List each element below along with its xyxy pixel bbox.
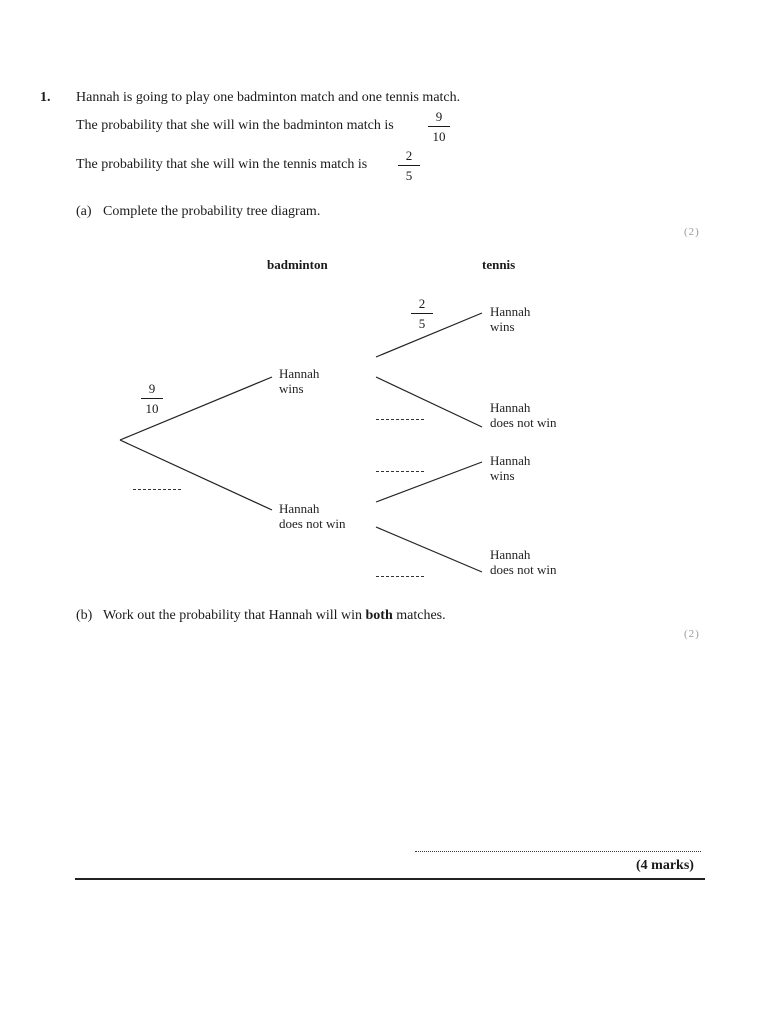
total-marks: (4 marks): [636, 858, 694, 873]
blank-tennis-win-after-lose[interactable]: [376, 471, 424, 472]
node-line-2: wins: [279, 381, 304, 396]
branch-tennis-win-after-lose: [376, 462, 482, 502]
node-tennis-win-1: [490, 304, 530, 334]
branch-badminton-lose: [120, 440, 272, 510]
node-line-1: Hannah: [279, 366, 320, 381]
fraction-denominator: 10: [432, 129, 446, 144]
blank-tennis-lose-after-win[interactable]: [376, 419, 424, 420]
fraction-numerator: 2: [405, 148, 413, 163]
node-line-1: Hannah: [490, 453, 531, 468]
node-tennis-lose-1: [490, 400, 556, 430]
node-line-2: does not win: [490, 562, 557, 577]
fraction-bar: [141, 398, 163, 399]
node-tennis-lose-2: [490, 547, 556, 577]
node-badminton-lose: [279, 501, 345, 531]
fraction-numerator: 9: [435, 109, 443, 124]
part-b-label: (b): [76, 608, 93, 623]
node-line-2: does not win: [490, 415, 557, 430]
node-line-1: Hannah: [490, 304, 531, 319]
fraction-denominator: 5: [405, 168, 413, 183]
tree-header-badminton: badminton: [267, 257, 328, 272]
node-line-2: does not win: [279, 516, 346, 531]
fraction-bar: [411, 313, 433, 314]
part-a-label: (a): [76, 204, 92, 219]
question-intro: Hannah is going to play one badminton match and one tennis match.: [76, 90, 461, 105]
node-tennis-win-2: [490, 453, 530, 483]
branch-tennis-win-fraction: [411, 297, 433, 330]
node-line-2: wins: [490, 468, 515, 483]
question-number: 1.: [40, 90, 51, 105]
blank-tennis-lose-after-lose[interactable]: [376, 576, 424, 577]
fraction-denominator: 10: [145, 401, 159, 416]
part-b-marks: (2): [684, 628, 700, 640]
node-line-1: Hannah: [490, 547, 531, 562]
badminton-probability-text: The probability that she will win the badminton match is: [76, 118, 394, 133]
node-badminton-win: [279, 366, 319, 396]
part-b-text-bold: both: [365, 608, 393, 623]
tree-header-tennis: tennis: [482, 257, 516, 272]
fraction-numerator: 2: [418, 296, 426, 311]
part-a-marks: (2): [684, 226, 700, 238]
section-divider: [75, 878, 705, 880]
tennis-probability-text: The probability that she will win the tennis match is: [76, 157, 368, 172]
part-b-text-after: matches.: [396, 608, 446, 623]
node-line-1: Hannah: [490, 400, 531, 415]
part-a-text: Complete the probability tree diagram.: [103, 204, 321, 219]
branch-tennis-lose-after-lose: [376, 527, 482, 572]
part-b-text-before: Work out the probability that Hannah will win: [103, 608, 362, 623]
branch-badminton-win-fraction: [141, 382, 163, 415]
node-line-2: wins: [490, 319, 515, 334]
node-line-1: Hannah: [279, 501, 320, 516]
answer-line[interactable]: [415, 851, 701, 852]
blank-badminton-lose[interactable]: [133, 489, 181, 490]
part-b-text: [103, 608, 446, 624]
fraction-numerator: 9: [148, 381, 156, 396]
fraction-denominator: 5: [418, 316, 426, 331]
